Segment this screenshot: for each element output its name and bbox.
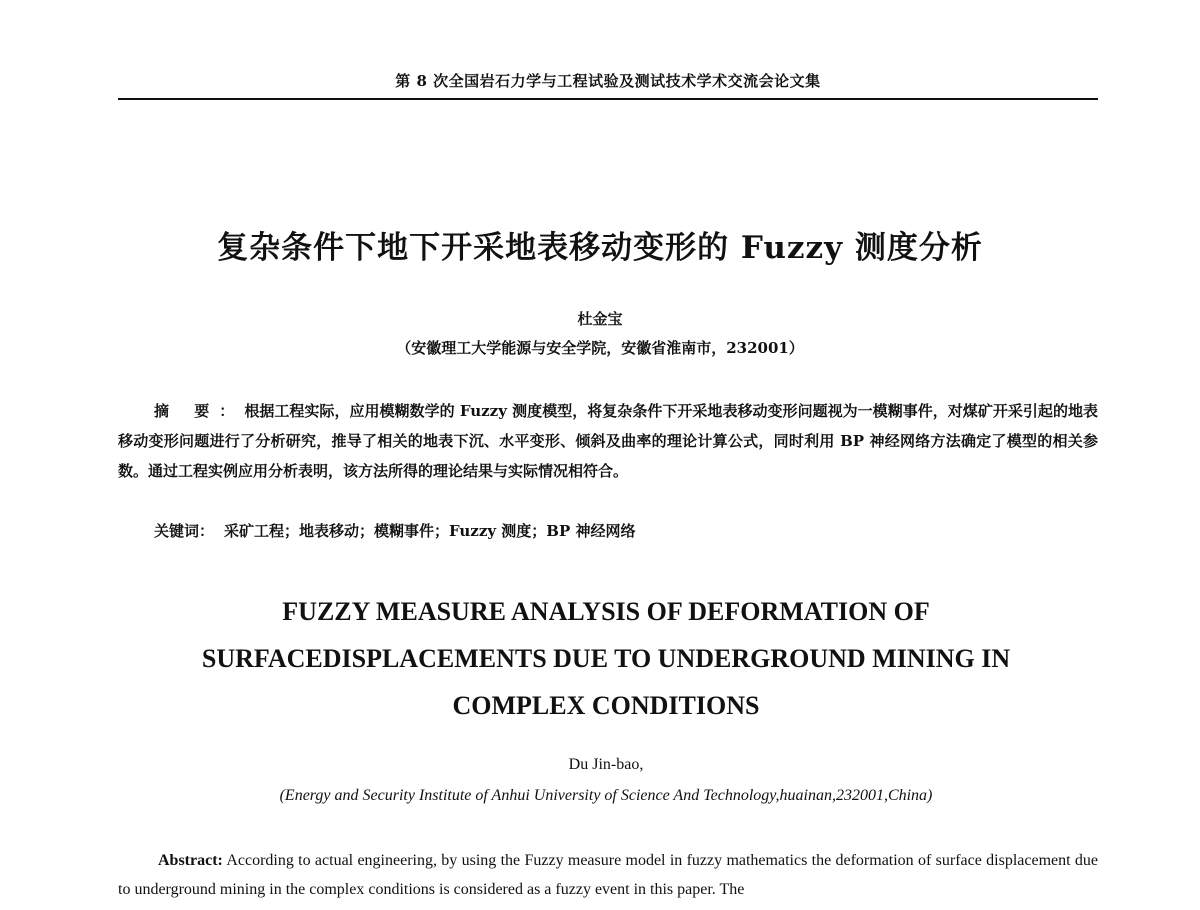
english-title-line: SURFACEDISPLACEMENTS DUE TO UNDERGROUND MINING IN	[201, 644, 1011, 673]
chinese-keywords-label: 关键词：	[154, 522, 215, 540]
chinese-abstract-label: 摘 要：	[154, 402, 245, 420]
english-author: Du Jin-bao,	[568, 756, 644, 773]
english-abstract-label: Abstract:	[158, 852, 223, 869]
chinese-author: 杜金宝	[577, 310, 623, 328]
english-title-line: COMPLEX CONDITIONS	[452, 691, 760, 720]
chinese-affiliation: （安徽理工大学能源与安全学院，安徽省淮南市，232001）	[396, 339, 804, 357]
chinese-title: 复杂条件下地下开采地表移动变形的 Fuzzy 测度分析	[217, 230, 983, 266]
chinese-abstract	[118, 396, 1098, 486]
chinese-abstract-text: 根据工程实际，应用模糊数学的 Fuzzy 测度模型，将复杂条件下开采地表移动变形问题视为一模糊事件，对煤矿开采引起的地表移动变形问题进行了分析研究，推导了相关的地表下沉、水平变形、倾斜及曲率的理论计算公式，同时利用 BP 神经网络方法确定了模型的相关参数。通过工程实例应用分析表明，该方法所得的理论结果与实际情况相符合。	[118, 402, 1098, 480]
english-affiliation: (Energy and Security Institute of Anhui University of Science And Technology,huainan,232001,China)	[279, 787, 933, 804]
chinese-keywords	[154, 520, 1098, 541]
english-title-line: FUZZY MEASURE ANALYSIS OF DEFORMATION OF	[282, 597, 930, 626]
running-header: 第 8 次全国岩石力学与工程试验及测试技术学术交流会论文集	[395, 72, 821, 90]
english-abstract-text: According to actual engineering, by using the Fuzzy measure model in fuzzy mathematics the deformation of surface displacement due to underground mining in the complex conditions is considered as a fuzzy event in this paper. The	[118, 852, 1098, 898]
header-rule	[118, 98, 1098, 100]
chinese-keywords-text: 采矿工程；地表移动；模糊事件；Fuzzy 测度；BP 神经网络	[224, 522, 636, 540]
english-abstract	[118, 846, 1098, 904]
english-title	[100, 588, 1112, 729]
